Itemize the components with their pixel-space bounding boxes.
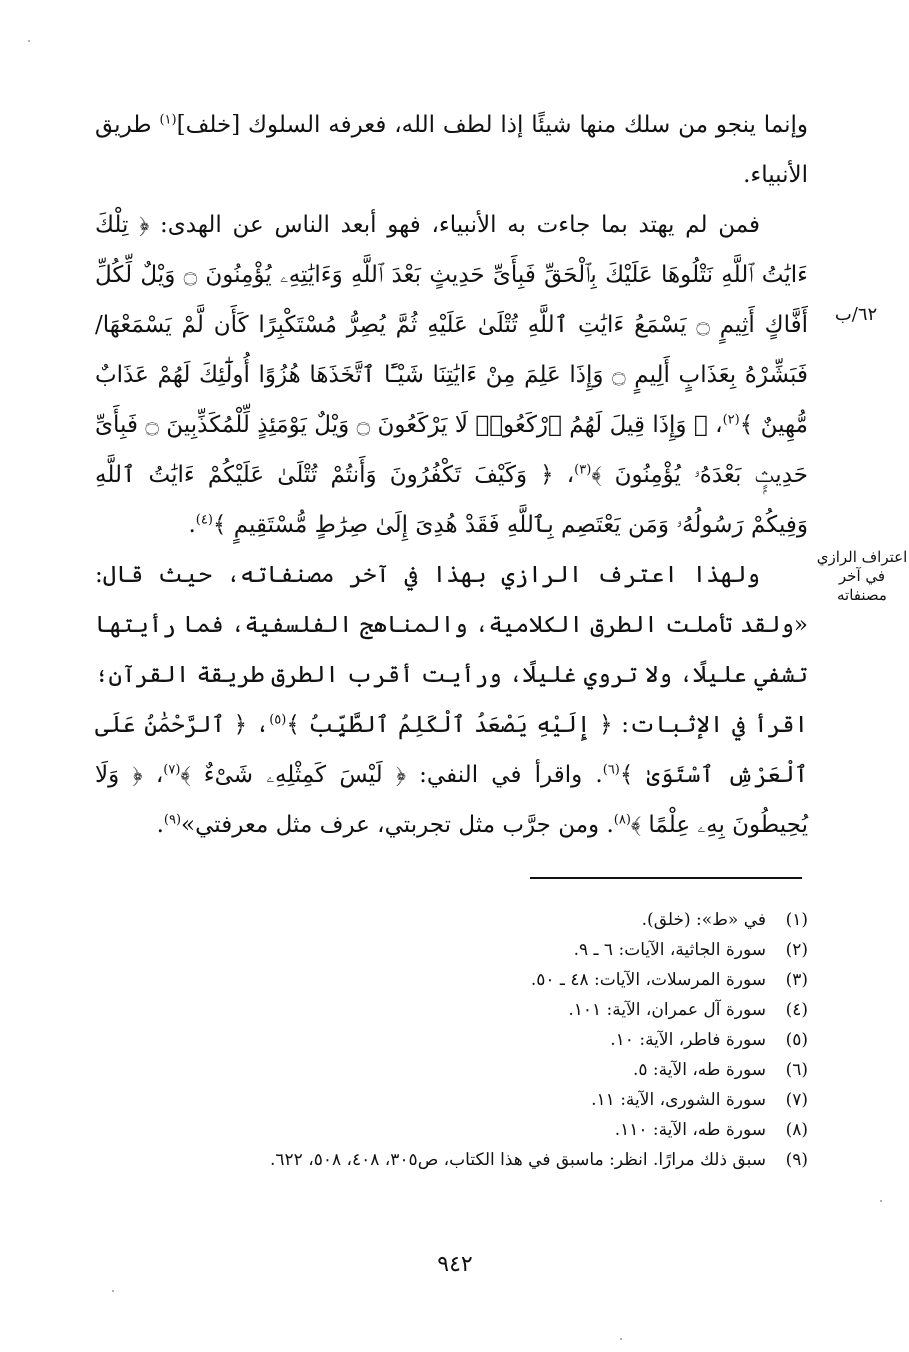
footnote-item <box>95 965 808 995</box>
footnote-number: (٣) <box>785 970 808 990</box>
separator-1: ، <box>247 712 270 738</box>
paragraph-2-intro: فمن لم يهتد بما جاءت به الأنبياء، فهو أبعد الناس عن الهدى: <box>149 212 760 238</box>
manuscript-folio-marker: ٦٢/ب <box>834 304 878 325</box>
footnote-ref-5: (٥) <box>269 712 287 728</box>
scan-speck <box>112 1290 114 1292</box>
footnote-text: سورة المرسلات، الآيات: ٤٨ ـ ٥٠. <box>530 970 766 990</box>
quran-quote-1: ﴿ تِلْكَ ءَايَٰتُ ٱللَّهِ نَتْلُوهَا عَلَيْكَ بِٱلْحَقِّ فَبِأَىِّ حَدِيثٍ بَعْدَ ٱللَّهِ وَءَايَٰتِهِۦ يُؤْمِنُونَ ۝ وَيْلٌ لِّكُلِّ أَفَّاكٍ أَثِيمٍ ۝ يَسْمَعُ ءَايَٰتِ ٱللَّهِ تُتْلَىٰ عَلَيْهِ ثُمَّ يُصِرُّ مُسْتَكْبِرًا كَأَن لَّمْ يَسْمَعْهَا/ فَبَشِّرْهُ بِعَذَابٍ أَلِيمٍ ۝ وَإِذَا عَلِمَ مِنْ ءَايَٰتِنَا شَيْـًٔا ٱتَّخَذَهَا هُزُوًا أُولَٰٓئِكَ لَهُمْ عَذَابٌ مُّهِينٌ ﴾ <box>95 212 808 438</box>
footnote-number: (٩) <box>785 1150 808 1170</box>
quran-quote-2: ، ﴿ وَإِذَا قِيلَ لَهُمُ ٱرْكَعُوا۟ لَا يَرْكَعُونَ ۝ وَيْلٌ يَوْمَئِذٍ لِّلْمُكَذِّبِينَ ۝ فَبِأَىِّ حَدِيثٍۭ بَعْدَهُۥ يُؤْمِنُونَ ﴾ <box>95 412 808 488</box>
quran-quote-5: ﴿ ٱلرَّحْمَٰنُ عَلَى ٱلْعَرْشِ ٱسْتَوَىٰ ﴾ <box>95 712 808 788</box>
quran-quote-7: ﴿ وَلَا يُحِيطُونَ بِهِۦ عِلْمًا ﴾ <box>95 762 808 838</box>
footnote-number: (١) <box>785 910 808 930</box>
footnote-text: سورة الجاثية، الآيات: ٦ ـ ٩. <box>573 940 766 960</box>
scan-speck <box>28 40 30 42</box>
paragraph-3-text-a: ولهذا اعترف الرازي بهذا في آخر مصنفاته، حيث قال: «ولقد تأملت الطرق الكلامية، والمناهج الفلسفية، فما رأيتها تشفي عليلًا، ولا تروي غليلًا، ورأيت أقرب الطرق طريقة القرآن؛ اقرأ في الإثبات: <box>95 562 808 738</box>
footnote-ref-2: (٢) <box>722 412 740 428</box>
footnote-text: سورة فاطر، الآية: ١٠. <box>610 1030 766 1050</box>
footnote-text: سورة الشورى، الآية: ١١. <box>591 1090 766 1110</box>
footnote-number: (٧) <box>785 1090 808 1110</box>
paragraph-2-end: . <box>188 512 196 538</box>
footnote-ref-1: (١) <box>159 112 177 128</box>
page-number: ٩٤٢ <box>437 1252 473 1277</box>
paragraph-3-text-c: . ومن جرَّب مثل تجربتي، عرف مثل معرفتي» <box>181 812 614 838</box>
quran-quote-6: ﴿ لَيْسَ كَمِثْلِهِۦ شَىْءٌ ﴾ <box>180 762 406 788</box>
footnote-number: (٢) <box>785 940 808 960</box>
footnote-ref-3: (٣) <box>574 462 592 478</box>
footnote-text: في «ط»: (خلق). <box>641 910 766 930</box>
footnote-ref-4: (٤) <box>195 512 213 528</box>
footnote-number: (٤) <box>785 1000 808 1020</box>
quran-quote-4: ﴿ إِلَيْهِ يَصْعَدُ ٱلْكَلِمُ ٱلطَّيِّبُ ﴾ <box>286 712 613 738</box>
footnote-text: سورة آل عمران، الآية: ١٠١. <box>568 1000 766 1020</box>
footnote-item <box>95 1085 808 1115</box>
paragraph-2 <box>95 200 808 550</box>
footnote-item <box>95 1145 808 1175</box>
footnote-ref-7: (٧) <box>163 762 181 778</box>
paragraph-3-text-b: . واقرأ في النفي: <box>405 762 603 788</box>
separator-2: ، <box>142 762 164 788</box>
paragraph-1-end: طريق الأنبياء. <box>95 112 808 188</box>
footnote-text: سورة طه، الآية: ١١٠. <box>614 1120 766 1140</box>
footnote-item <box>95 995 808 1025</box>
main-text <box>95 100 808 850</box>
footnote-item <box>95 935 808 965</box>
footnote-number: (٨) <box>785 1120 808 1140</box>
paragraph-3-end: . <box>156 812 164 838</box>
quran-quote-3: ، ﴿ وَكَيْفَ تَكْفُرُونَ وَأَنتُمْ تُتْلَىٰ عَلَيْكُمْ ءَايَٰتُ ٱللَّهِ وَفِيكُمْ رَسُولُهُۥ وَمَن يَعْتَصِم بِٱللَّهِ فَقَدْ هُدِىَ إِلَىٰ صِرَٰطٍ مُّسْتَقِيمٍ ﴾ <box>95 462 808 538</box>
footnote-number: (٦) <box>785 1060 808 1080</box>
footnote-text: سبق ذلك مرارًا. انظر: ماسبق في هذا الكتاب، ص٣٠٥، ٤٠٨، ٥٠٨، ٦٢٢. <box>269 1150 766 1170</box>
footnotes <box>95 905 808 1175</box>
footnote-ref-8: (٨) <box>613 812 631 828</box>
margin-heading: اعتراف الرازي في آخر مصنفاته <box>816 548 908 604</box>
footnote-item <box>95 1115 808 1145</box>
scan-speck <box>620 1338 622 1340</box>
footnote-item <box>95 905 808 935</box>
footnote-item <box>95 1025 808 1055</box>
footnote-separator <box>530 877 802 879</box>
footnote-number: (٥) <box>785 1030 808 1050</box>
scan-speck <box>880 1200 882 1202</box>
footnote-text: سورة طه، الآية: ٥. <box>632 1060 766 1080</box>
paragraph-3 <box>95 550 808 850</box>
footnote-item <box>95 1055 808 1085</box>
footnote-ref-6: (٦) <box>602 762 620 778</box>
paragraph-1 <box>95 100 808 200</box>
footnote-ref-9: (٩) <box>163 812 182 828</box>
paragraph-1-text: وإنما ينجو من سلك منها شيئًا إذا لطف الله، فعرفه السلوك [خلف] <box>176 112 809 138</box>
